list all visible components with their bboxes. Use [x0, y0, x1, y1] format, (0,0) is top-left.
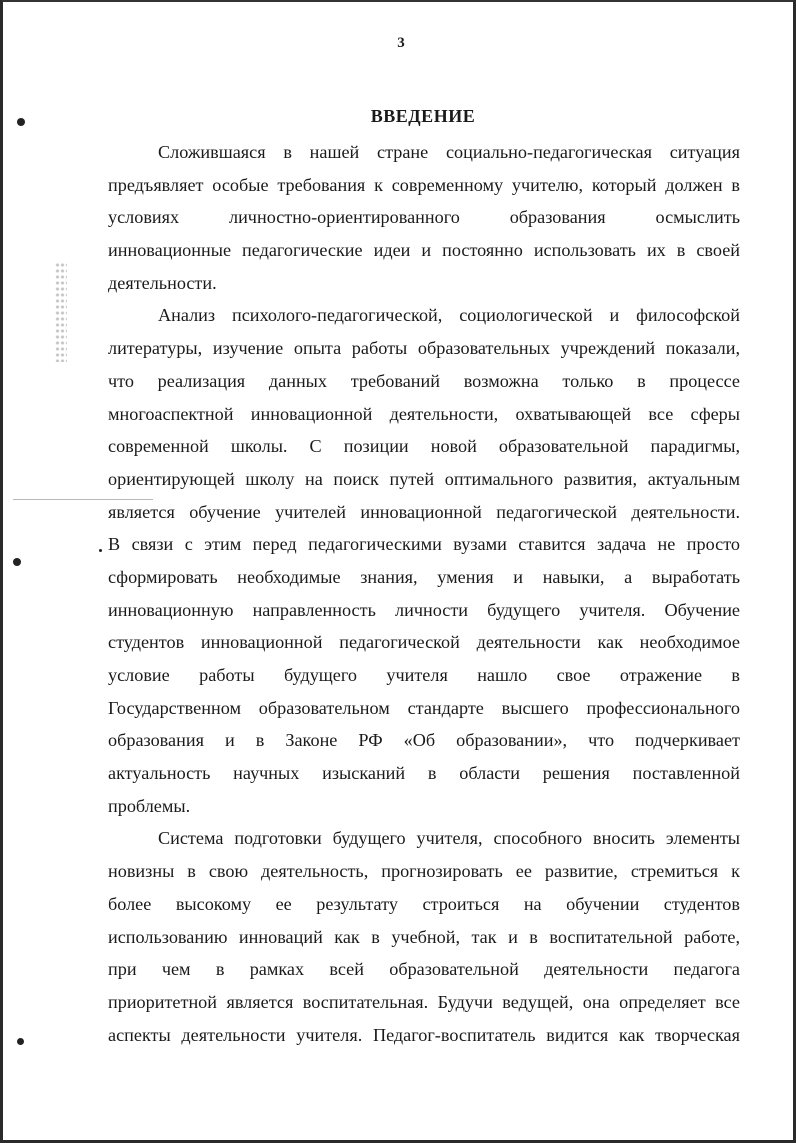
text-line: современной школы. С позиции новой образовательной парадигмы,	[108, 436, 740, 457]
text-line: Система подготовки будущего учителя, способного вносить элементы	[158, 828, 740, 849]
text-line: использованию инноваций как в учебной, так и в воспитательной работе,	[108, 926, 740, 947]
scan-smudge	[55, 262, 67, 362]
text-line: более высокому ее результату строиться на обучении студентов	[108, 893, 740, 914]
text-line: многоаспектной инновационной деятельности, охватывающей все сферы	[108, 403, 740, 424]
text-line: условиях личностно-ориентированного образования осмыслить	[108, 207, 740, 228]
scan-artifact-line	[13, 499, 153, 500]
binding-hole-mark	[17, 118, 25, 126]
stray-mark	[99, 549, 102, 552]
text-line: Государственном образовательном стандарте высшего профессионального	[108, 697, 740, 718]
text-line: при чем в рамках всей образовательной деятельности педагога	[108, 959, 740, 980]
text-line: инновационную направленность личности будущего учителя. Обучение	[108, 599, 740, 620]
text-line: является обучение учителей инновационной педагогической деятельности.	[108, 501, 740, 522]
text-line: Анализ психолого-педагогической, социологической и философской	[158, 305, 740, 326]
text-line: Сложившаяся в нашей стране социально-педагогическая ситуация	[158, 142, 740, 162]
text-line: студентов инновационной педагогической деятельности как необходимое	[108, 632, 740, 653]
text-line: образования и в Законе РФ «Об образовании», что подчеркивает	[108, 730, 740, 751]
binding-hole-mark	[17, 1038, 24, 1045]
text-line: В связи с этим перед педагогическими вузами ставится задача не просто	[108, 534, 740, 555]
text-line: деятельности.	[108, 272, 217, 293]
body-text	[108, 136, 740, 1051]
paragraph-1	[108, 136, 740, 299]
text-line: условие работы будущего учителя нашло свое отражение в	[108, 665, 740, 685]
binding-hole-mark	[13, 558, 21, 566]
text-line: проблемы.	[108, 795, 191, 816]
text-line: новизны в свою деятельность, прогнозировать ее развитие, стремиться к	[108, 861, 740, 882]
text-line: ориентирующей школу на поиск путей оптимального развития, актуальным	[108, 468, 740, 489]
text-line: аспекты деятельности учителя. Педагог-воспитатель видится как творческая	[108, 1024, 740, 1045]
text-line: что реализация данных требований возможна только в процессе	[108, 370, 740, 391]
paragraph-3	[108, 822, 740, 1051]
section-heading: ВВЕДЕНИЕ	[370, 106, 476, 126]
text-line: инновационные педагогические идеи и постоянно использовать их в своей	[108, 240, 740, 261]
text-line: литературы, изучение опыта работы образовательных учреждений показали,	[108, 338, 740, 359]
text-line: приоритетной является воспитательная. Будучи ведущей, она определяет все	[108, 991, 740, 1012]
paragraph-2	[108, 299, 740, 822]
page-number: 3	[397, 35, 405, 51]
text-line: предъявляет особые требования к современному учителю, который должен в	[108, 174, 740, 195]
text-line: сформировать необходимые знания, умения и навыки, а выработать	[108, 566, 740, 587]
text-line: актуальность научных изысканий в области решения поставленной	[108, 763, 740, 784]
